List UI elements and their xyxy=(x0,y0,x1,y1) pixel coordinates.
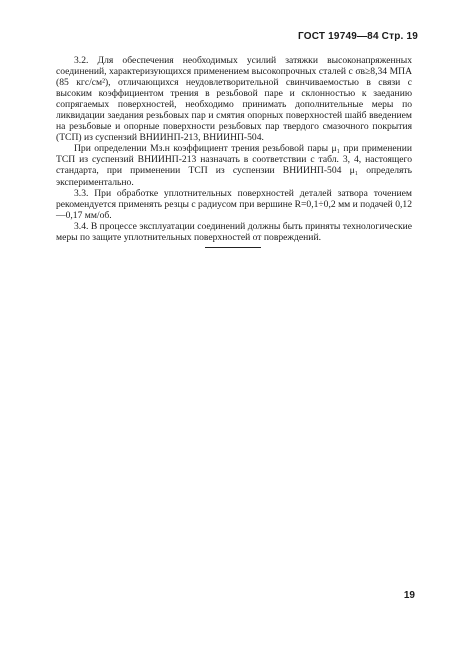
paragraph-friction-note: При определении Mз.н коэффициент трения резьбовой пары μ₁ при применении ТСП из суспензий ВНИИНП-213 назначать в соответствии с табл. 3, 4, настоящего стандарта, при применении ТСП из суспензии ВНИИНП-504 μ₁ определять экспериментально. xyxy=(56,143,412,188)
section-end-rule xyxy=(205,247,261,248)
page-number: 19 xyxy=(403,590,415,601)
paragraph-3-4: 3.4. В процессе эксплуатации соединений должны быть приняты технологические меры по защите уплотнительных поверхностей от повреждений. xyxy=(56,220,412,243)
paragraph-3-3: 3.3. При обработке уплотнительных поверхностей деталей затвора точением рекомендуется применять резцы с радиусом при вершине R=0,1÷0,2 мм и подачей 0,12—0,17 мм/об. xyxy=(56,187,412,221)
body-text xyxy=(56,55,412,243)
page-header: ГОСТ 19749—84 Стр. 19 xyxy=(298,31,418,42)
paragraph-3-2: 3.2. Для обеспечения необходимых усилий затяжки высоконапряженных соединений, характеризующихся применением высокопрочных сталей с σв≥8,34 МПА (85 кгс/см²), отличающихся неудовлетворительной свинчиваемостью в связи с высоким коэффициентом трения в резьбовой паре и склонностью к заеданию сопрягаемых поверхностей, необходимо принимать дополнительные меры по ликвидации заедания резьбовых пар и смятия опорных поверхностей шайб введением на резьбовые и опорные поверхности резьбовых пар твердого смазочного покрытия (ТСП) из суспензий ВНИИНП-213, ВНИИНП-504. xyxy=(56,55,412,144)
